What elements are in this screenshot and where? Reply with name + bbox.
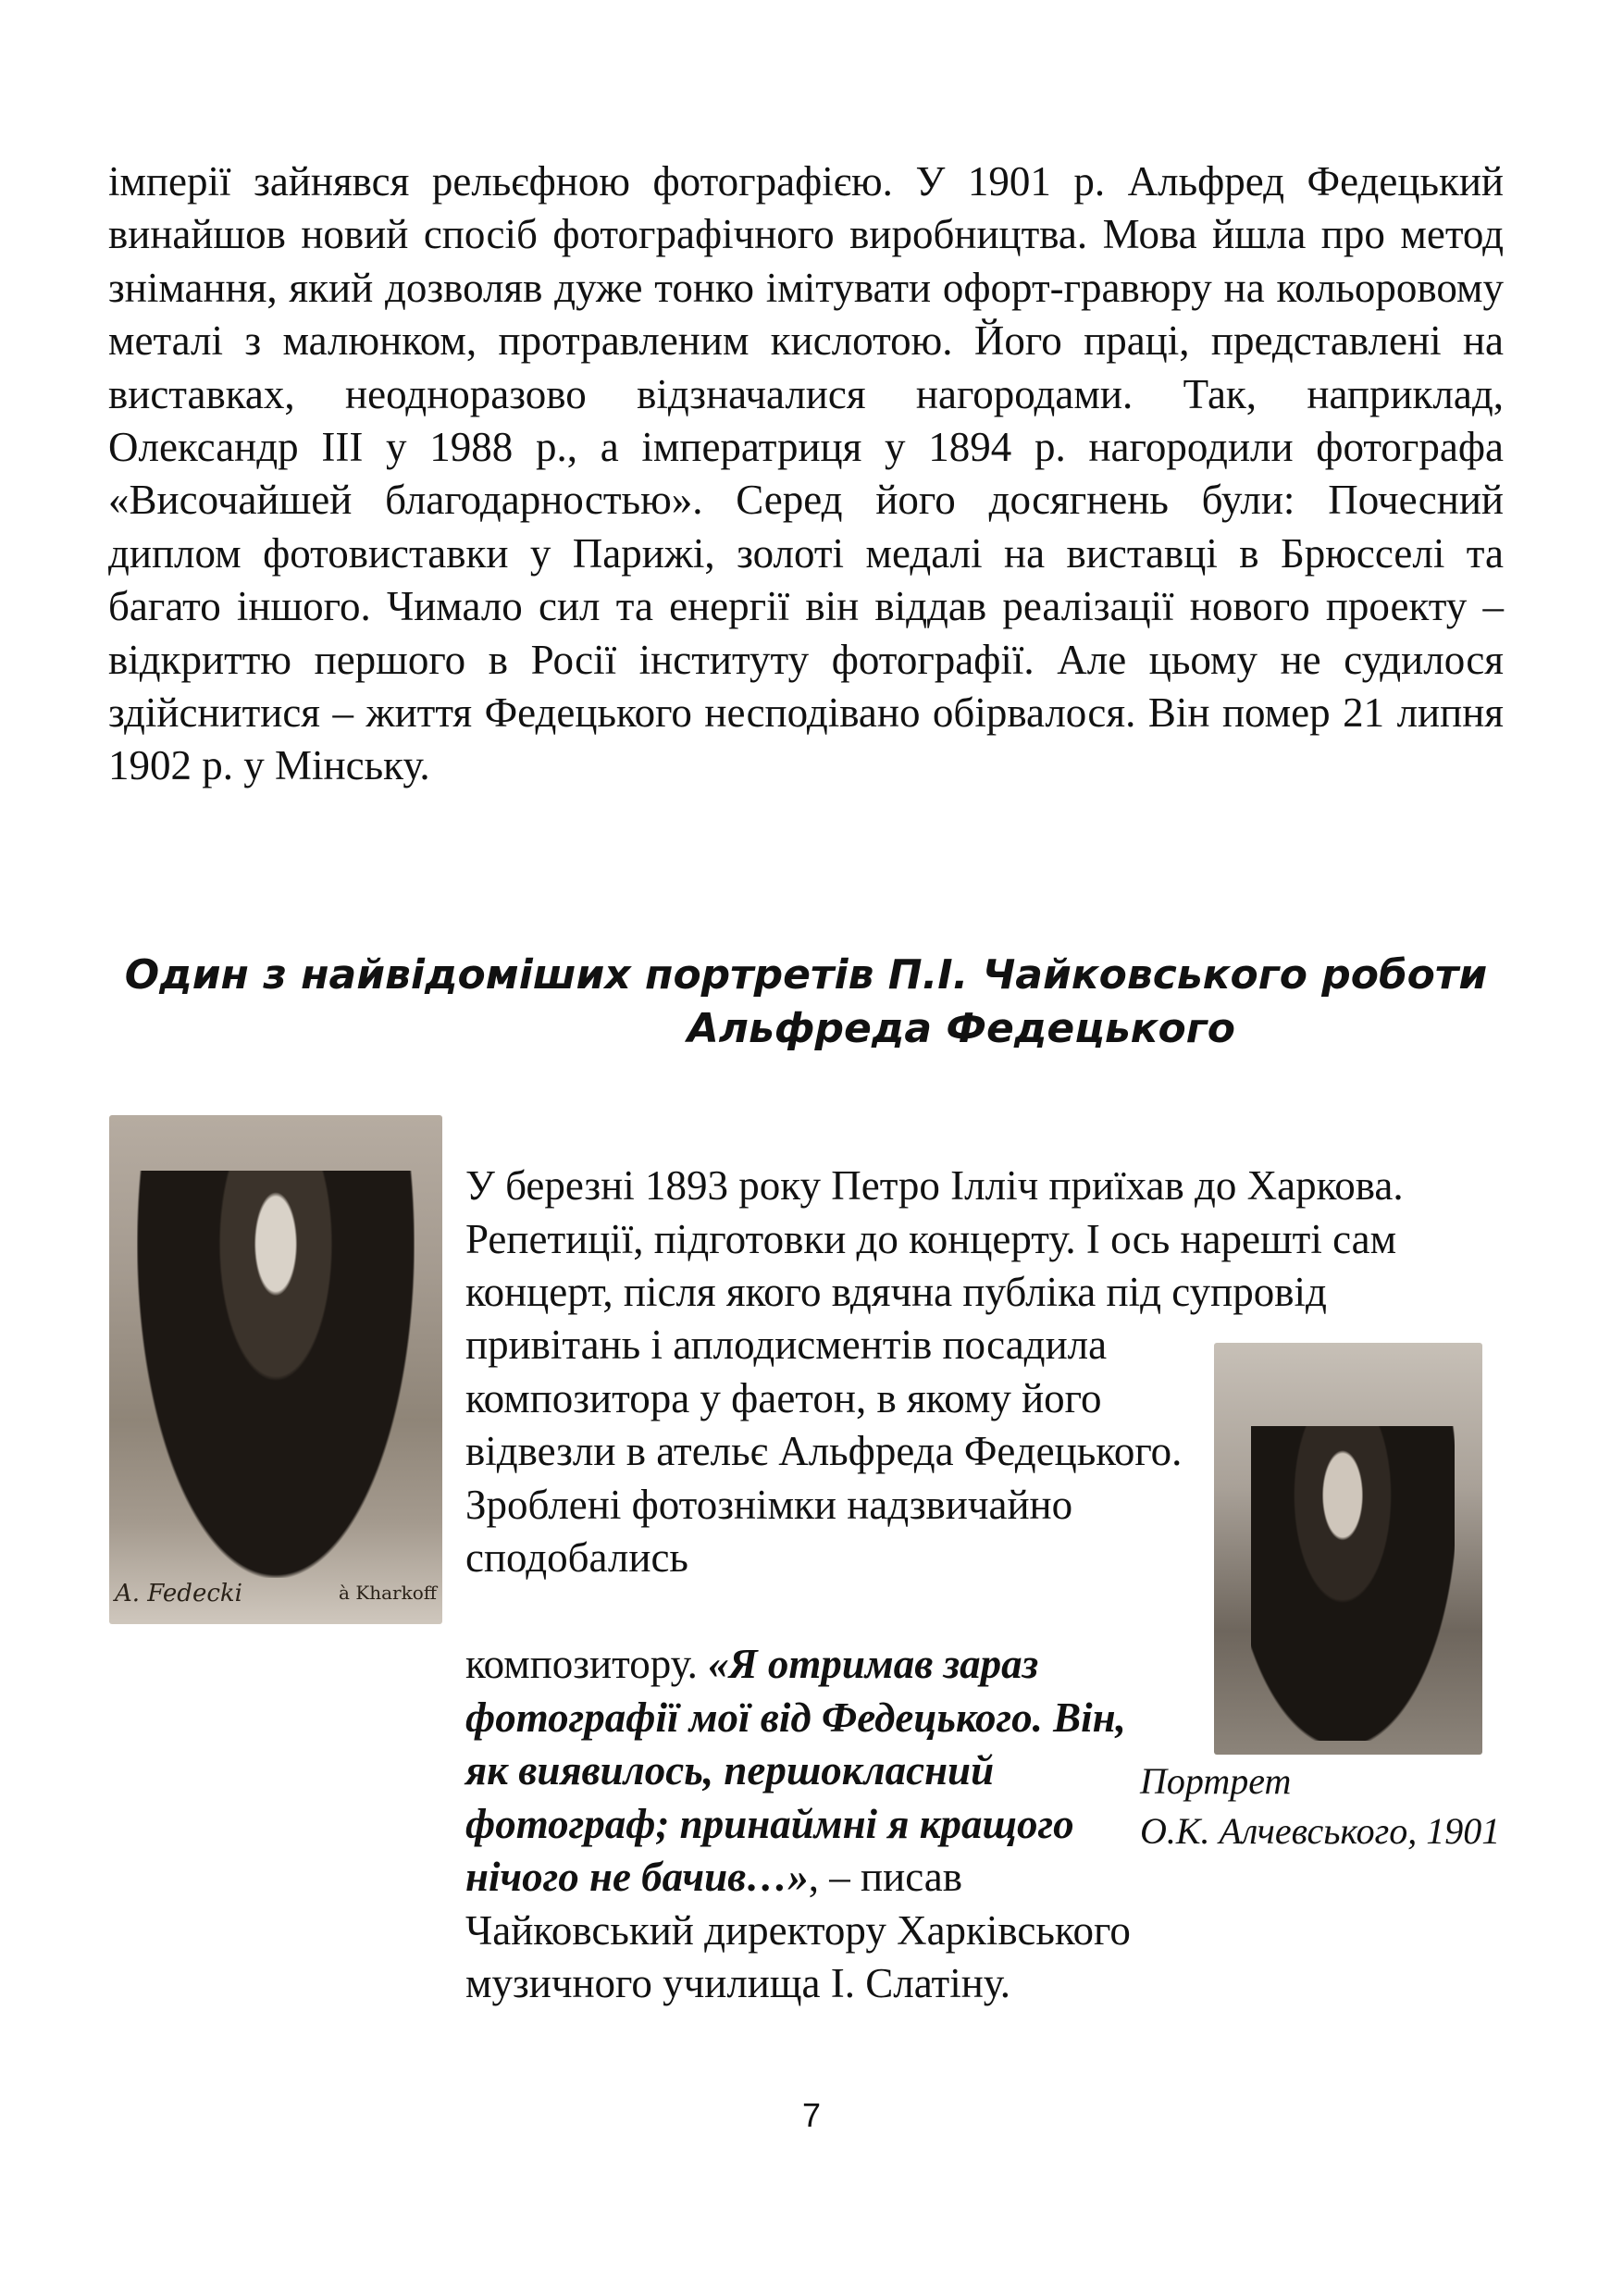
heading-line-2: Альфреда Федецького xyxy=(687,1005,1235,1052)
story-paragraph-part-2: привітань і аплодисментів посадила композитора у фаетон, в якому його відвезли в ательє Альфреда Федецького. Зроблені фотознімки надзвичайно сподобались xyxy=(465,1322,1183,1581)
heading-line-1: Один з найвідоміших портретів П.І. Чайковського роботи xyxy=(124,951,1488,999)
studio-mark: à Kharkoff xyxy=(339,1582,437,1604)
intro-paragraph: імперії зайнявся рельєфною фотографією. У 1901 р. Альфред Федецький винайшов новий спосіб фотографічного виробництва. Мова йшла про метод знімання, який дозволяв дуже тонко імітувати офорт-гравюру на кольоровому металі з малюнком, протравленим кислотою. Його праці, представлені на виставках, неодноразово відзначалися нагородами. Так, наприклад, Олександр III у 1988 р., а імператриця у 1894 р. нагородили фотографа «Височайшей благодарностью». Серед його досягнень були: Почесний диплом фотовиставки у Парижі, золоті медалі на виставці в Брюсселі та багато іншого. Чимало сил та енергії він віддав реалізації нового проекту – відкриттю першого в Росії інституту фотографії. Але цьому не судилося здійснитися – життя Федецького несподівано обірвалося. Він помер 21 липня 1902 р. у Мінську. xyxy=(108,158,1504,789)
story-quote-block xyxy=(108,1638,1163,2011)
photographer-signature: A. Fedecki xyxy=(115,1580,242,1607)
tchaikovsky-portrait-photo xyxy=(109,1115,442,1624)
story-tail: , – писав Чайковський директору Харківського музичного училища І. Слатіну. xyxy=(465,1854,1131,2006)
section-heading xyxy=(108,949,1504,1056)
portrait-figure xyxy=(137,1171,415,1578)
page-number: 7 xyxy=(801,2096,822,2134)
story-paragraph-part-1: У березні 1893 року Петро Ілліч приїхав до Харкова. Репетиції, підготовки до концерту. І ось нарешті сам концерт, після якого вдячна публіка під супровід xyxy=(465,1162,1404,1315)
caption-line-2: О.К. Алчевського, 1901 xyxy=(1140,1810,1501,1852)
alchevsky-portrait-photo xyxy=(1214,1343,1482,1755)
portrait-figure xyxy=(1251,1426,1455,1741)
photo-caption xyxy=(1140,1756,1500,1856)
story-lead: композитору. xyxy=(465,1641,709,1687)
tchaikovsky-quote: «Я отримав зараз фотографії мої від Федецького. Він, як виявилось, першокласний фотограф; принаймні я кращого нічого не бачив…» xyxy=(465,1641,1126,1900)
story-paragraph-part-3 xyxy=(108,1638,1163,2011)
caption-line-1: Портрет xyxy=(1140,1760,1292,1802)
